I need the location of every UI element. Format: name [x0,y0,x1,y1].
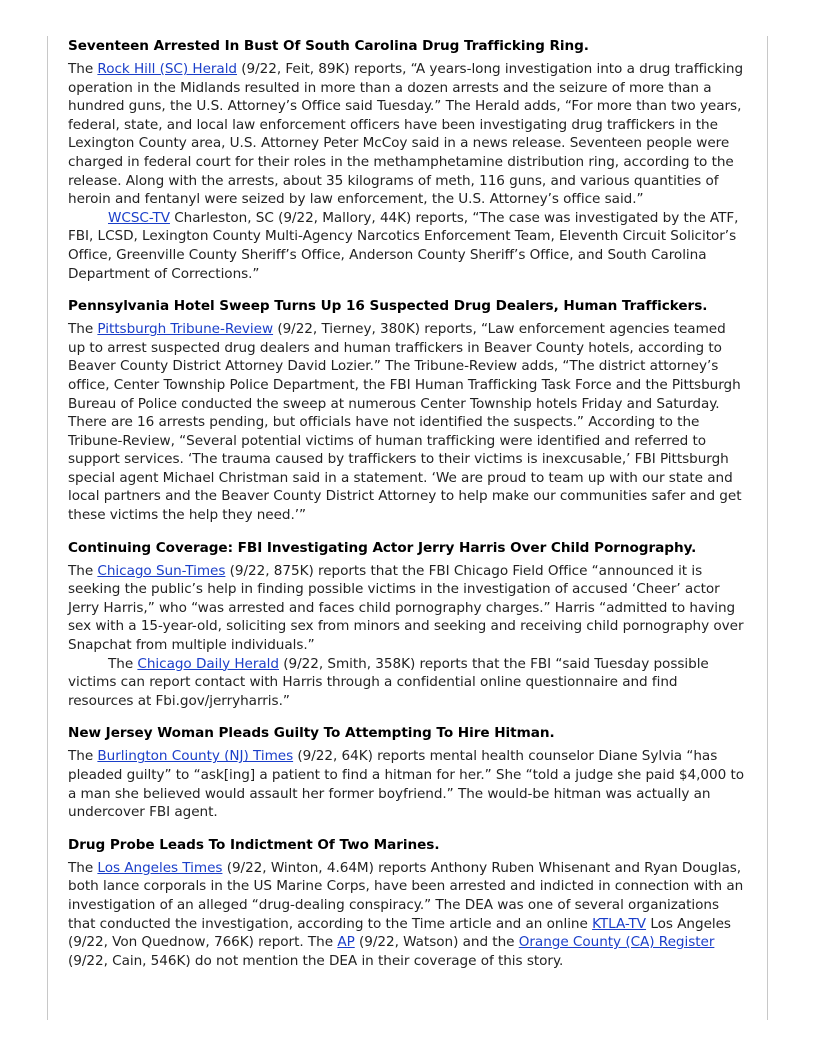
source-link-rock-hill-herald[interactable]: Rock Hill (SC) Herald [97,61,238,77]
article-marines-indictment [68,836,747,971]
source-link-chicago-sun-times[interactable]: Chicago Sun-Times [97,562,226,579]
article-paragraph: WCSC-TV Charleston, SC (9/22, Mallory, 44K) reports, “The case was investigated by the ATF, FBI, LCSD, Lexington County Multi-Agency Narcotics Enforcement Team, Eleventh Circuit Solicitor’s Office, Greenville County Sheriff’s Office, Anderson County Sheriff’s Office, and South Carolina Department of Corrections.” [68,209,739,282]
source-link-ktla-tv[interactable]: KTLA-TV [592,915,647,932]
source-link-chicago-daily-herald[interactable]: Chicago Daily Herald [137,655,279,672]
article-paragraph: The Burlington County (NJ) Times (9/22, 64K) reports mental health counselor Diane Sylvia “has pleaded guilty” to “ask[ing] a patient to find a hitman for her.” She “told a judge she paid $4,000 to a man she believed would assault her former boyfriend.” The would-be hitman was actually an undercover FBI agent. [68,748,744,821]
article-jerry-harris [68,539,747,711]
article-nj-hitman [68,724,747,821]
article-paragraph: The Los Angeles Times (9/22, Winton, 4.64M) reports Anthony Ruben Whisenant and Ryan Douglas, both lance corporals in the US Marine Corps, have been arrested and indicted in connection with an investigation of an alleged “drug-dealing conspiracy.” The DEA was one of several organizations that conducted the investigation, according to the Time article and an online KTLA-TV Los Angeles (9/22, Von Quednow, 766K) report. The AP (9/22, Watson) and the Orange County (CA) Register (9/22, Cain, 546K) do not mention the DEA in their coverage of this story. [68,859,744,969]
source-link-pittsburgh-tribune-review[interactable]: Pittsburgh Tribune-Review [97,321,274,338]
source-link-los-angeles-times[interactable]: Los Angeles Times [97,859,223,876]
headline: New Jersey Woman Pleads Guilty To Attempting To Hire Hitman. [68,725,555,742]
article-paragraph: The Pittsburgh Tribune-Review (9/22, Tierney, 380K) reports, “Law enforcement agencies teamed up to arrest suspected drug dealers and human traffickers in Beaver County hotels, according to Beaver County District Attorney David Lozier.” The Tribune-Review adds, “The district attorney’s office, Center Township Police Department, the FBI Human Trafficking Task Force and the Pittsburgh Bureau of Police conducted the sweep at numerous Center Township hotels Friday and Saturday. There are 16 arrests pending, but officials have not identified the suspects.” According to the Tribune-Review, “Several potential victims of human trafficking were identified and referred to support services. ‘The trauma caused by traffickers to their victims is inexcusable,’ FBI Pittsburgh special agent Michael Christman said in a statement. ‘We are proud to team up with our state and local partners and the Beaver County District Attorney to help make our communities safer and get these victims the help they need.’” [68,321,742,524]
article-paragraph: The Chicago Sun-Times (9/22, 875K) reports that the FBI Chicago Field Office “announced it is seeking the public’s help in finding possible victims in the investigation of accused ‘Cheer’ actor Jerry Harris,” who “was arrested and faces child pornography charges.” Harris “admitted to having sex with a 15-year-old, soliciting sex from minors and seeking and receiving child pornography over Snapchat from multiple individuals.” [68,562,744,654]
headline: Drug Probe Leads To Indictment Of Two Marines. [68,836,440,853]
article-pa-hotel-sweep [68,297,747,525]
article-paragraph: The Chicago Daily Herald (9/22, Smith, 358K) reports that the FBI “said Tuesday possible victims can report contact with Harris through a confidential online questionnaire and find resources at Fbi.gov/jerryharris.” [68,655,709,709]
source-link-ap[interactable]: AP [337,934,355,951]
source-link-wcsc-tv[interactable]: WCSC-TV [108,209,170,226]
headline: Seventeen Arrested In Bust Of South Carolina Drug Trafficking Ring. [68,38,589,54]
source-link-orange-county-register[interactable]: Orange County (CA) Register [518,934,715,951]
headline: Pennsylvania Hotel Sweep Turns Up 16 Suspected Drug Dealers, Human Traffickers. [68,298,708,315]
article-sc-drug-ring [68,36,747,283]
article-paragraph: The Rock Hill (SC) Herald (9/22, Feit, 89K) reports, “A years-long investigation into a drug trafficking operation in the Midlands resulted in more than a dozen arrests and the seizure of more than a hundred guns, the U.S. Attorney’s Office said Tuesday.” The Herald adds, “For more than two years, federal, state, and local law enforcement officers have been investigating drug traffickers in the Lexington County area, U.S. Attorney Peter McCoy said in a news release. Seventeen people were charged in federal court for their roles in the methamphetamine distribution ring, according to the release. Along with the arrests, about 35 kilograms of meth, 116 guns, and various quantities of heroin and fentanyl were seized by law enforcement, the U.S. Attorney’s office said.” [68,61,744,208]
headline: Continuing Coverage: FBI Investigating Actor Jerry Harris Over Child Pornography. [68,539,697,556]
document-page [47,36,768,1020]
source-link-burlington-county-times[interactable]: Burlington County (NJ) Times [97,748,294,765]
